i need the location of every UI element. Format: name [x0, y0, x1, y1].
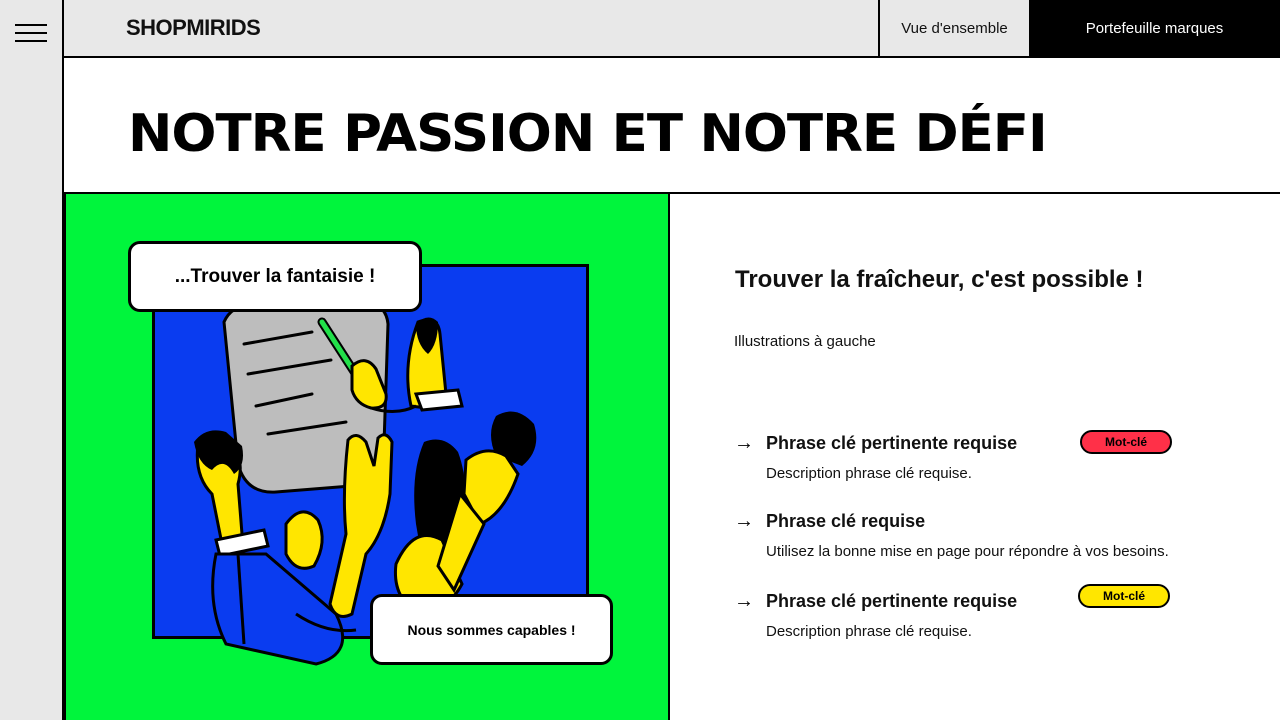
hamburger-menu-icon[interactable] [15, 22, 47, 44]
keyword-badge: Mot-clé [1080, 430, 1172, 454]
arrow-right-icon: → [734, 590, 754, 612]
speech-bubble-top: ...Trouver la fantaisie ! [128, 241, 422, 312]
illustration-panel [64, 194, 670, 720]
left-rail [0, 0, 64, 720]
feature-description: Description phrase clé requise. [766, 623, 972, 640]
arrow-right-icon: → [734, 432, 754, 454]
content-panel [672, 194, 1280, 720]
page-title: NOTRE PASSION ET NOTRE DÉFI [128, 104, 1047, 164]
brand-logo[interactable]: SHOPMIRIDS [126, 15, 261, 40]
feature-title: Phrase clé pertinente requise [766, 433, 1018, 453]
feature-description: Description phrase clé requise. [766, 465, 972, 482]
arrow-right-icon: → [734, 510, 754, 532]
section-subtitle: Illustrations à gauche [734, 333, 876, 350]
top-navigation-bar [64, 0, 1280, 58]
speech-bubble-bottom: Nous sommes capables ! [370, 594, 613, 665]
feature-title: Phrase clé requise [766, 511, 926, 531]
nav-portfolio-link[interactable]: Portefeuille marques [1029, 0, 1280, 56]
hero-section [64, 58, 1280, 194]
feature-title: Phrase clé pertinente requise [766, 591, 1018, 611]
feature-description: Utilisez la bonne mise en page pour répondre à vos besoins. [766, 543, 1169, 560]
keyword-badge: Mot-clé [1078, 584, 1170, 608]
section-heading: Trouver la fraîcheur, c'est possible ! [735, 266, 1144, 293]
nav-overview-link[interactable]: Vue d'ensemble [878, 0, 1029, 56]
